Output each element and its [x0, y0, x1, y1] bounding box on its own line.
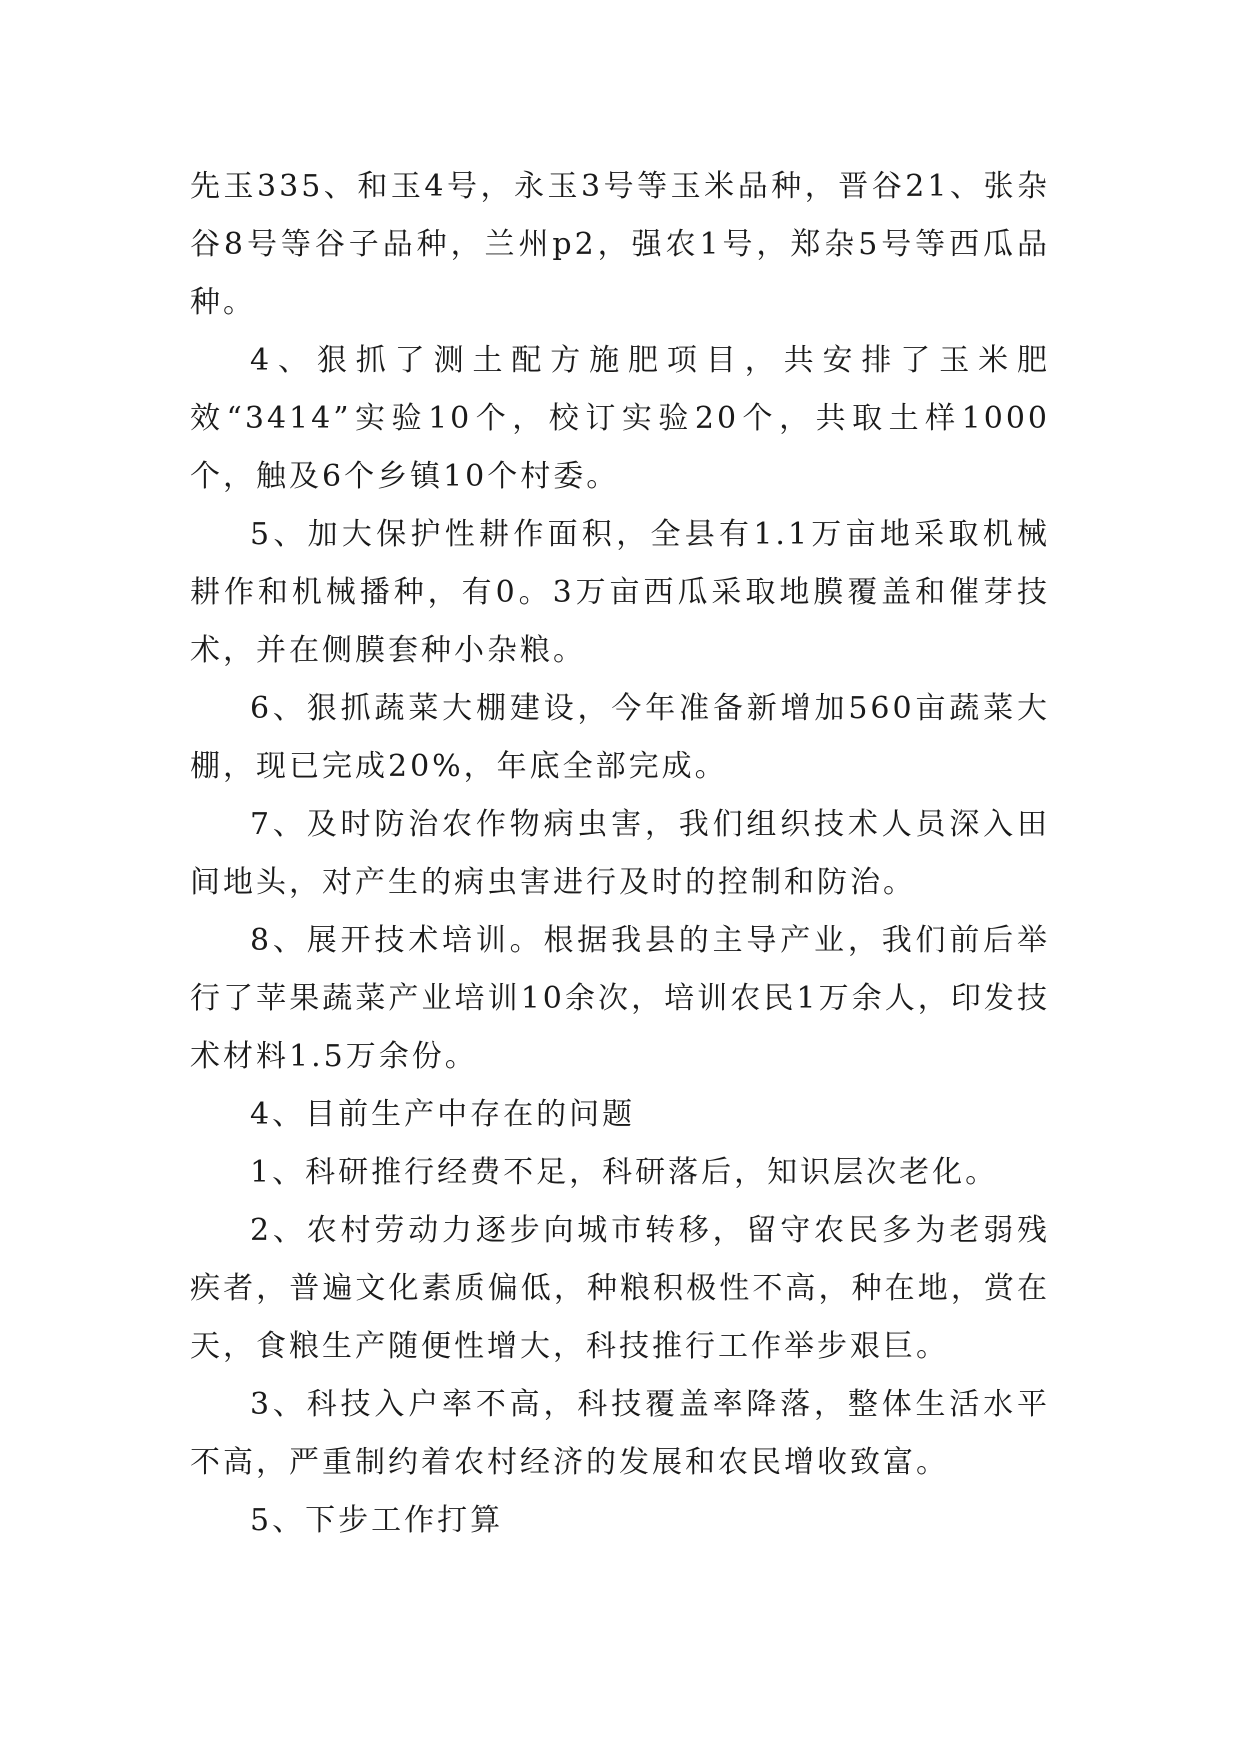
- paragraph-item-6-greenhouse: 6、狠抓蔬菜大棚建设，今年准备新增加560亩蔬菜大棚，现已完成20%，年底全部完成。: [190, 691, 1050, 784]
- paragraph-item-5-conservation-tillage: 5、加大保护性耕作面积，全县有1.1万亩地采取机械耕作和机械播种，有0。3万亩西瓜采取地膜覆盖和催芽技术，并在侧膜套种小杂粮。: [190, 517, 1050, 668]
- section-heading-problems: 4、目前生产中存在的问题: [250, 1097, 636, 1132]
- paragraph-problem-2: 2、农村劳动力逐步向城市转移，留守农民多为老弱残疾者，普遍文化素质偏低，种粮积极性不高，种在地，赏在天，食粮生产随便性增大，科技推行工作举步艰巨。: [190, 1213, 1050, 1364]
- paragraph-item-7-pest-control: 7、及时防治农作物病虫害，我们组织技术人员深入田间地头，对产生的病虫害进行及时的控制和防治。: [190, 807, 1050, 900]
- body-text: [190, 158, 1050, 1550]
- paragraph-problem-1: 1、科研推行经费不足，科研落后，知识层次老化。: [250, 1155, 999, 1190]
- section-heading-next-steps: 5、下步工作打算: [250, 1503, 504, 1538]
- paragraph-item-8-training: 8、展开技术培训。根据我县的主导产业，我们前后举行了苹果蔬菜产业培训10余次，培训农民1万余人，印发技术材料1.5万余份。: [190, 923, 1050, 1074]
- paragraph-problem-3: 3、科技入户率不高，科技覆盖率降落，整体生活水平不高，严重制约着农村经济的发展和农民增收致富。: [190, 1387, 1050, 1480]
- paragraph-varieties-continued: 先玉335、和玉4号，永玉3号等玉米品种，晋谷21、张杂谷8号等谷子品种，兰州p2，强农1号，郑杂5号等西瓜品种。: [190, 169, 1050, 320]
- paragraph-item-4-soil-testing: 4、狠抓了测土配方施肥项目，共安排了玉米肥效“3414”实验10个，校订实验20个，共取土样1000个，触及6个乡镇10个村委。: [190, 343, 1050, 494]
